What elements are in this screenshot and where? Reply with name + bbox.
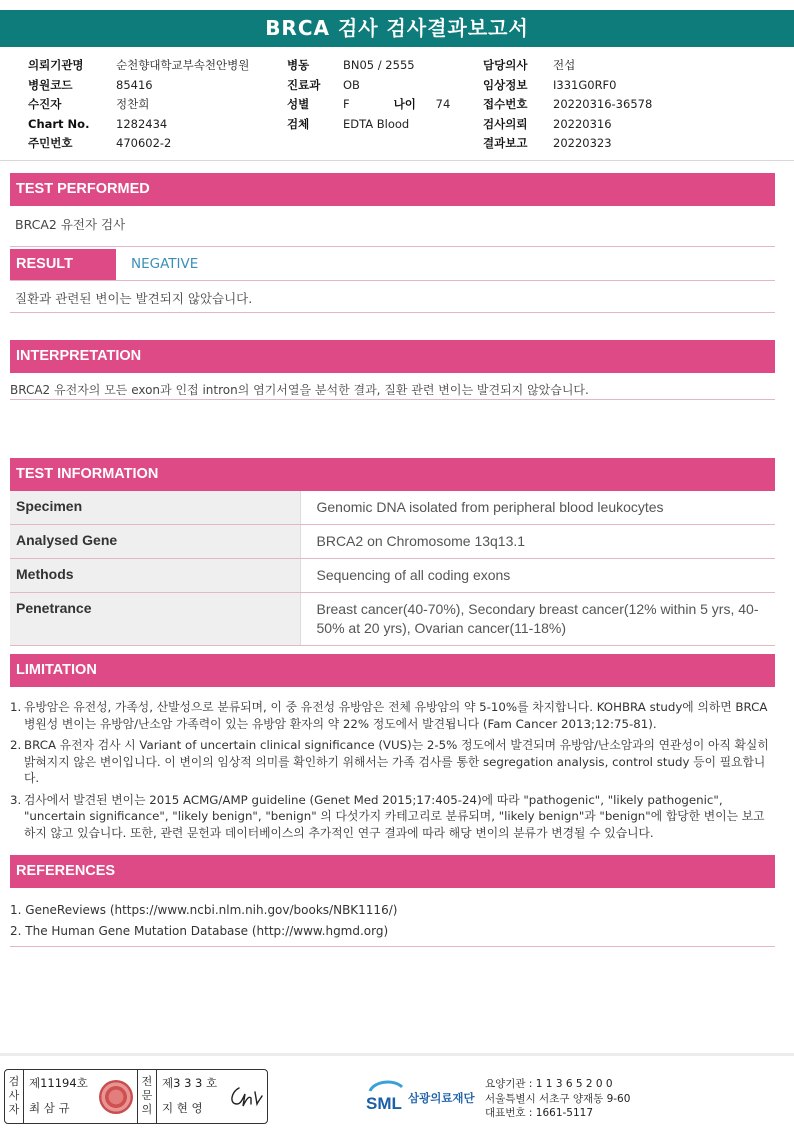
header-row-doctor: [483, 56, 652, 76]
header-row-sex-age: [287, 95, 450, 115]
header-row-report-date: [483, 134, 652, 154]
specialist-name: 지 현 영: [162, 1101, 203, 1115]
info-key: Methods: [10, 559, 300, 593]
limitation-heading: LIMITATION: [10, 654, 775, 687]
header-divider: [0, 160, 794, 161]
references-heading: REFERENCES: [10, 855, 775, 888]
specialist-license: 제3 3 3 호: [162, 1076, 218, 1090]
header-value: 20220316-36578: [553, 97, 653, 111]
age-label: 나이: [393, 97, 416, 111]
result-description: 질환과 관련된 변이는 발견되지 않았습니다.: [15, 291, 253, 306]
header-row-resident-no: [28, 134, 249, 154]
header-value: OB: [343, 77, 360, 92]
header-col-doctor: [483, 56, 652, 154]
header-value: 85416: [116, 77, 153, 92]
separator: [23, 1070, 24, 1123]
interpretation-heading: INTERPRETATION: [10, 340, 775, 373]
header-value: 20220316: [553, 116, 612, 131]
header-value: I331G0RF0: [553, 77, 617, 92]
list-item: [10, 737, 772, 787]
header-label: 검체: [287, 116, 310, 131]
header-row-institution: [28, 56, 249, 76]
org-address: [485, 1077, 630, 1121]
divider: [10, 946, 775, 947]
header-value: 정찬희: [116, 97, 150, 111]
org-name: 삼광의료재단: [408, 1091, 475, 1105]
result-value: NEGATIVE: [131, 256, 199, 272]
test-performed-value: BRCA2 유전자 검사: [15, 217, 126, 232]
references-list: [10, 900, 397, 942]
info-value: Sequencing of all coding exons: [300, 559, 775, 593]
list-item-text: 유방암은 유전성, 가족성, 산발성으로 분류되며, 이 중 유전성 유방암은 전체 유방암의 약 5-10%를 차지합니다. KOHBRA study에 의하면 BRCA 병원성 변이는 유방암/난소암 가족력이 있는 유방암 환자의 약 22% 정도에서 발견됩니다 (Fam Cancer 2013;12:75-81).: [24, 700, 768, 731]
header-label: Chart No.: [28, 116, 90, 131]
list-item-text: BRCA 유전자 검사 시 Variant of uncertain clinical significance (VUS)는 2-5% 정도에서 발견되며 유방암/난소암과의 연관성이 아직 확실히 밝혀지지 않은 변이입니다. 이 변이의 임상적 의미를 확인하기 위해서는 가족 검사를 통한 segregation analysis, control study 등이 필요합니다.: [24, 738, 769, 785]
list-item: [10, 699, 772, 732]
header-value: 20220323: [553, 136, 612, 150]
seal-stamp-icon: [99, 1080, 133, 1114]
header-row-chart-no: [28, 115, 249, 135]
header-row-clinical-info: [483, 76, 652, 96]
header-label: 병원코드: [28, 77, 73, 92]
header-col-ward: [287, 56, 450, 134]
divider: [10, 246, 775, 247]
sml-logo-icon: [364, 1077, 408, 1115]
info-value: Breast cancer(40-70%), Secondary breast cancer(12% within 5 yrs, 40-50% at 20 yrs), Ovarian cancer(11-18%): [300, 593, 775, 646]
info-value: Genomic DNA isolated from peripheral blood leukocytes: [300, 491, 775, 525]
result-label: RESULT: [10, 249, 116, 280]
info-key: Penetrance: [10, 593, 300, 646]
examiner-label: 검사자: [8, 1075, 20, 1116]
reference-item: 1. GeneReviews (https://www.ncbi.nlm.nih.gov/books/NBK1116/): [10, 903, 398, 917]
logo-text: SML: [366, 1094, 402, 1113]
header-row-department: [287, 76, 450, 96]
header-value: F: [343, 97, 350, 111]
footer-divider: [0, 1053, 794, 1056]
signature-box: [4, 1069, 268, 1124]
header-label: 접수번호: [483, 97, 528, 111]
age-value: 74: [435, 97, 451, 111]
list-item-number: 1.: [10, 700, 22, 714]
header-label: 수진자: [28, 97, 62, 111]
header-label: 임상정보: [483, 77, 528, 92]
info-key: Specimen: [10, 491, 300, 525]
header-value: 전섭: [553, 58, 576, 72]
test-performed-heading: TEST PERFORMED: [10, 173, 775, 206]
header-label: 성별: [287, 97, 310, 111]
header-label: 의뢰기관명: [28, 58, 84, 72]
list-item-number: 2.: [10, 738, 22, 752]
divider: [10, 312, 775, 313]
header-label: 진료과: [287, 77, 321, 92]
header-row-patient: [28, 95, 249, 115]
report-title: BRCA 검사 검사결과보고서: [0, 10, 794, 47]
divider: [10, 399, 775, 400]
header-row-specimen: [287, 115, 450, 135]
list-item-number: 3.: [10, 792, 22, 807]
list-item-text: 검사에서 발견된 변이는 2015 ACMG/AMP guideline (Genet Med 2015;17:405-24)에 따라 "pathogenic", "likely pathogenic", "uncertain significance", "likely benign", "benign" 의 다섯가지 카테고리로 분류되며, "likely benign"과 "benign"에 합당한 변이는 보고하지 않고 있습니다. 또한, 관련 문헌과 데이터베이스의 추가적인 연구 결과에 따라 해당 변이의 분류가 변경될 수 있습니다.: [24, 792, 765, 840]
header-col-institution: [28, 56, 249, 154]
test-information-heading: TEST INFORMATION: [10, 458, 775, 491]
specialist-label: 전문의: [141, 1075, 153, 1116]
header-value: BN05 / 2555: [343, 58, 415, 72]
table-row: [10, 491, 775, 525]
list-item: [10, 792, 772, 842]
header-row-request-date: [483, 115, 652, 135]
address-line: 요양기관 : 1 1 3 6 5 2 0 0: [485, 1078, 613, 1090]
table-row: [10, 525, 775, 559]
header-row-hospital-code: [28, 76, 249, 96]
header-value: 1282434: [116, 116, 168, 131]
table-row: [10, 559, 775, 593]
header-value: EDTA Blood: [343, 116, 410, 131]
examiner-name: 최 삼 규: [29, 1101, 70, 1115]
table-row: [10, 593, 775, 646]
interpretation-text: BRCA2 유전자의 모든 exon과 인접 intron의 염기서열을 분석한 결과, 질환 관련 변이는 발견되지 않았습니다.: [10, 383, 589, 397]
address-line: 서울특별시 서초구 양재동 9-60: [485, 1092, 631, 1105]
address-line: 대표번호 : 1661-5117: [485, 1107, 594, 1119]
header-label: 결과보고: [483, 136, 528, 150]
info-key: Analysed Gene: [10, 525, 300, 559]
limitation-list: [10, 699, 772, 846]
reference-item: 2. The Human Gene Mutation Database (http://www.hgmd.org): [10, 924, 389, 938]
header-label: 담당의사: [483, 58, 528, 72]
separator: [156, 1070, 157, 1123]
divider: [10, 280, 775, 281]
header-label: 주민번호: [28, 136, 73, 150]
info-value: BRCA2 on Chromosome 13q13.1: [300, 525, 775, 559]
signature-icon: [227, 1084, 263, 1110]
header-value: 470602-2: [116, 136, 172, 150]
header-label: 병동: [287, 58, 310, 72]
test-information-table: [10, 491, 775, 646]
examiner-license: 제11194호: [29, 1076, 88, 1090]
header-label: 검사의뢰: [483, 116, 528, 131]
header-row-accession-no: [483, 95, 652, 115]
header-value: 순천향대학교부속천안병원: [116, 58, 250, 72]
header-row-ward: [287, 56, 450, 76]
